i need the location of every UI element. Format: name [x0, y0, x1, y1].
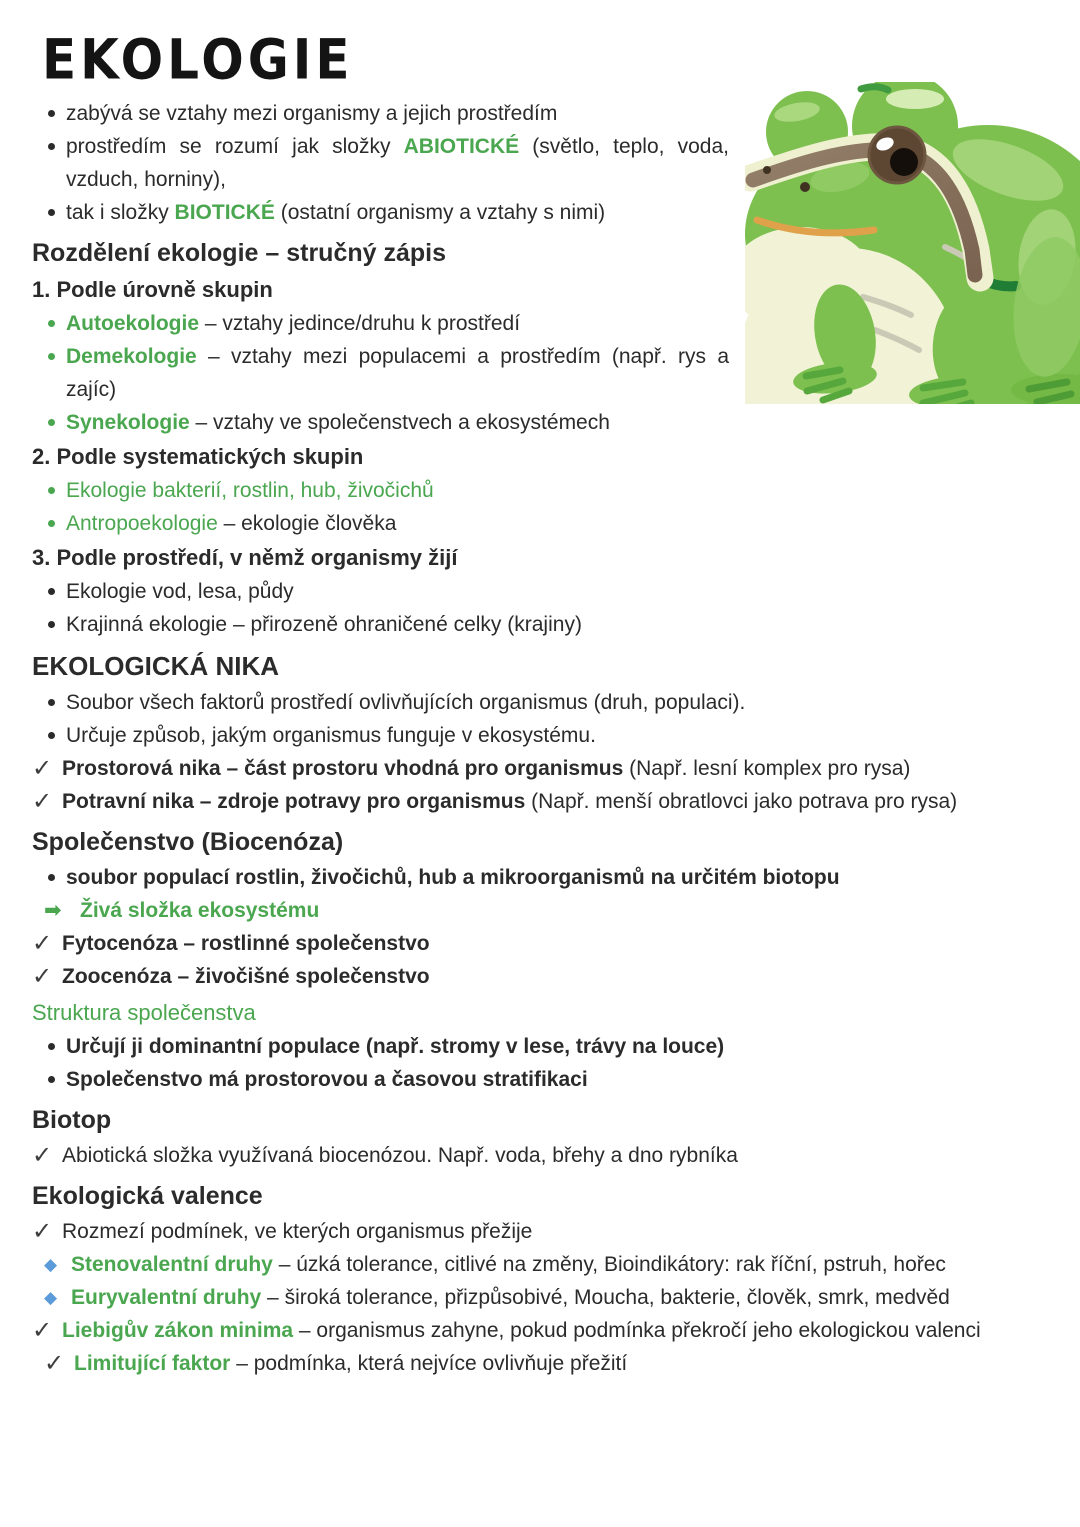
text-segment: Stenovalentní druhy	[71, 1253, 273, 1276]
section-heading	[32, 234, 1055, 272]
section-heading	[32, 646, 1055, 686]
text-segment: Ekologie vod, lesa, půdy	[66, 580, 294, 603]
check-item	[32, 927, 1055, 960]
text-segment: Synekologie	[66, 411, 190, 434]
bullet-dot-icon	[48, 732, 55, 739]
checkmark-icon: ✓	[32, 1142, 53, 1169]
text-segment: tak i složky	[66, 201, 175, 224]
bullet-item	[32, 861, 1055, 894]
bullet-item	[32, 196, 1055, 229]
bullet-item	[32, 340, 1055, 406]
bullet-item	[32, 719, 1055, 752]
numbered-heading	[32, 273, 1055, 307]
bullet-dot-icon	[48, 520, 55, 527]
text-segment: Potravní nika – zdroje potravy pro organismus	[62, 790, 532, 813]
text-segment: – organismus zahyne, pokud podmínka překročí jeho ekologickou valenci	[293, 1319, 981, 1342]
bullet-item	[32, 608, 1055, 641]
text-segment: soubor populací rostlin, živočichů, hub a mikroorganismů na určitém biotopu	[66, 866, 840, 889]
check-item	[32, 785, 1055, 818]
subsection-heading	[32, 995, 1055, 1030]
text-segment: – ekologie člověka	[217, 512, 397, 535]
bullet-dot-icon	[48, 353, 55, 360]
text-segment: Antropoekologie	[66, 512, 218, 535]
checkmark-icon: ✓	[32, 930, 53, 957]
text-segment: Určují ji dominantní populace (např. stromy v lese, trávy na louce)	[66, 1035, 725, 1058]
arrow-item	[32, 894, 1055, 927]
text-segment: Živá složka ekosystému	[80, 899, 320, 922]
arrow-icon: ➡	[44, 899, 62, 922]
text-segment: – vztahy ve společenstvech a ekosystémech	[189, 411, 610, 434]
text-segment: (Např. lesní komplex pro rysa)	[629, 757, 911, 780]
text-segment: Demekologie	[66, 345, 197, 368]
text-segment: (Např. menší obratlovci jako potrava pro rysa)	[531, 790, 958, 813]
text-segment: Ekologie bakterií, rostlin, hub, živočichů	[66, 479, 434, 502]
checkmark-icon: ✓	[32, 755, 53, 782]
numbered-heading	[32, 440, 1055, 474]
text-segment: – podmínka, která nejvíce ovlivňuje přežití	[230, 1352, 628, 1375]
section-heading	[32, 1177, 1055, 1215]
bullet-dot-icon	[48, 209, 55, 216]
text-segment: Abiotická složka využívaná biocenózou. Např. voda, břehy a dno rybníka	[62, 1144, 738, 1167]
text-segment: (ostatní organismy a vztahy s nimi)	[274, 201, 606, 224]
checkmark-icon: ✓	[32, 963, 53, 990]
bullet-dot-icon	[48, 110, 55, 117]
text-segment: BIOTICKÉ	[174, 201, 275, 224]
bullet-item	[32, 1063, 1055, 1096]
diamond-icon: ◆	[44, 1288, 58, 1307]
bullet-item	[32, 130, 1055, 196]
bullet-dot-icon	[48, 487, 55, 494]
check-item	[32, 960, 1055, 993]
text-segment: – úzká tolerance, citlivé na změny, Bioindikátory: rak říční, pstruh, hořec	[272, 1253, 946, 1276]
text-segment: – vztahy jedince/druhu k prostředí	[199, 312, 521, 335]
text-segment: Zoocenóza – živočišné společenstvo	[62, 965, 430, 988]
text-segment: prostředím se rozumí jak složky	[66, 135, 404, 158]
bullet-dot-icon	[48, 699, 55, 706]
diamond-item	[32, 1281, 1055, 1314]
bullet-item	[32, 97, 1055, 130]
bullet-dot-icon	[48, 143, 55, 150]
text-segment: EKOLOGICKÁ NIKA	[32, 651, 279, 681]
bullet-item	[32, 1030, 1055, 1063]
text-segment: 1. Podle úrovně skupin	[32, 277, 273, 302]
text-segment: Určuje způsob, jakým organismus funguje v ekosystému.	[66, 724, 596, 747]
notes-content	[32, 97, 1055, 1380]
section-heading	[32, 823, 1055, 861]
text-segment: Společenstvo má prostorovou a časovou stratifikaci	[66, 1068, 588, 1091]
text-segment: Společenstvo (Biocenóza)	[32, 828, 344, 856]
text-segment: Liebigův zákon minima	[62, 1319, 294, 1342]
bullet-dot-icon	[48, 874, 55, 881]
text-segment: zabývá se vztahy mezi organismy a jejich prostředím	[66, 102, 558, 125]
text-segment: – vztahy mezi populacemi a prostředím (např. rys a zajíc)	[66, 345, 735, 401]
text-segment: – široká tolerance, přizpůsobivé, Moucha, bakterie, člověk, smrk, medvěd	[261, 1286, 950, 1309]
text-segment: Autoekologie	[66, 312, 200, 335]
text-segment: Krajinná ekologie – přirozeně ohraničené celky (krajiny)	[66, 613, 582, 636]
bullet-item	[32, 474, 1055, 507]
text-segment: Rozdělení ekologie – stručný zápis	[32, 239, 447, 267]
diamond-icon: ◆	[44, 1255, 58, 1274]
text-segment: Ekologická valence	[32, 1182, 263, 1210]
text-segment: 2. Podle systematických skupin	[32, 444, 364, 469]
bullet-dot-icon	[48, 1076, 55, 1083]
checkmark-icon: ✓	[32, 1218, 53, 1245]
text-segment: Biotop	[32, 1106, 112, 1134]
bullet-item	[32, 406, 1055, 439]
checkmark-icon: ✓	[32, 1317, 53, 1344]
text-segment: Fytocenóza – rostlinné společenstvo	[62, 932, 430, 955]
bullet-dot-icon	[48, 1043, 55, 1050]
section-heading	[32, 1101, 1055, 1139]
text-segment: (světlo, teplo, voda, vzduch, horniny),	[66, 135, 735, 191]
bullet-dot-icon	[48, 419, 55, 426]
text-segment: Struktura společenstva	[32, 1000, 256, 1025]
checkmark-icon: ✓	[32, 788, 53, 815]
check-item	[32, 1215, 1055, 1248]
text-segment: 3. Podle prostředí, v němž organismy žijí	[32, 545, 458, 570]
bullet-item	[32, 686, 1055, 719]
bullet-item	[32, 575, 1055, 608]
text-segment: Rozmezí podmínek, ve kterých organismus přežije	[62, 1220, 533, 1243]
checkmark-icon: ✓	[44, 1350, 65, 1377]
page-title: EKOLOGIE	[42, 27, 354, 92]
bullet-item	[32, 307, 1055, 340]
text-segment: ABIOTICKÉ	[403, 135, 520, 158]
text-segment: Euryvalentní druhy	[71, 1286, 262, 1309]
check-item	[32, 1314, 1055, 1347]
bullet-dot-icon	[48, 621, 55, 628]
bullet-item	[32, 507, 1055, 540]
text-segment: Soubor všech faktorů prostředí ovlivňujících organismus (druh, populaci).	[66, 691, 746, 714]
diamond-item	[32, 1248, 1055, 1281]
check-item	[32, 752, 1055, 785]
check-item	[32, 1347, 1055, 1380]
text-segment: Prostorová nika – část prostoru vhodná pro organismus	[62, 757, 630, 780]
text-segment: Limitující faktor	[74, 1352, 231, 1375]
check-item	[32, 1139, 1055, 1172]
bullet-dot-icon	[48, 588, 55, 595]
bullet-dot-icon	[48, 320, 55, 327]
numbered-heading	[32, 541, 1055, 575]
